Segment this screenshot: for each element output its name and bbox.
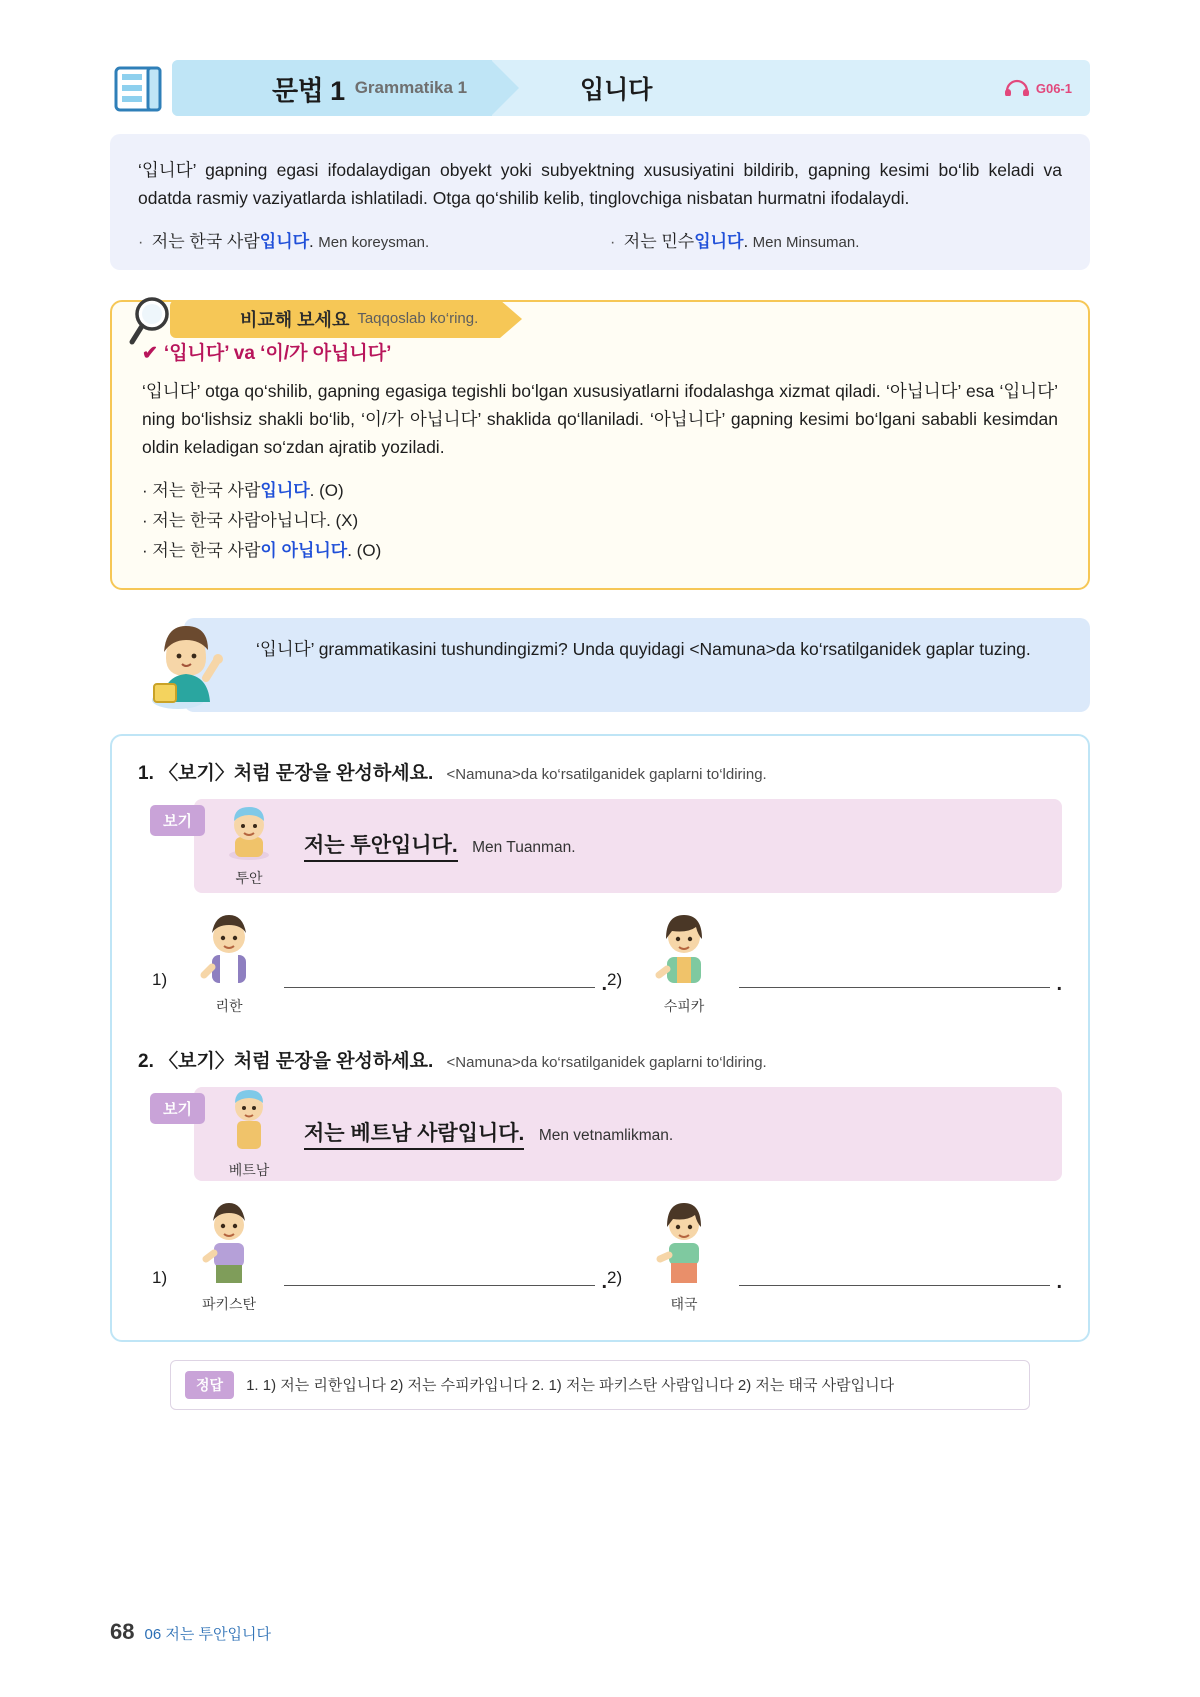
grammar-point: 입니다 (580, 76, 653, 104)
example-korean-highlight: 입니다 (259, 231, 310, 251)
answer-item (607, 1199, 1062, 1314)
compare-example-2 (142, 506, 1058, 531)
footer (110, 1619, 271, 1645)
example-korean-post: . (309, 231, 314, 251)
bullet-dot: · (142, 480, 148, 500)
avatar-vietnam (217, 1140, 281, 1157)
bullet-dot: · (138, 233, 144, 251)
activity-2-title-korean: 〈보기〉처럼 문장을 완성하세요. (159, 1050, 434, 1072)
answer-period: . (601, 972, 607, 995)
example-uzbek: Men koreysman. (318, 233, 430, 251)
activity-1-title-uzbek: <Namuna>da ko‘rsatilganidek gaplarni to‘ldiring. (446, 765, 767, 783)
teacher-avatar (148, 618, 234, 710)
sample-sentence: 저는 투안입니다. (304, 829, 458, 862)
sample-person-label: 투안 (235, 870, 263, 887)
answer-period: . (1056, 1270, 1062, 1293)
compare-heading-text: ‘입니다’ va ‘이/가 아닙니다’ (163, 342, 392, 364)
compare-example-post: . (O) (309, 480, 344, 500)
answer-blank-input[interactable] (284, 954, 595, 988)
compare-example-pre: 저는 한국 사람 (152, 480, 261, 500)
answer-period: . (1056, 972, 1062, 995)
compare-heading (142, 338, 1058, 365)
activity-2-sample (163, 1087, 1062, 1181)
answer-person (639, 911, 729, 1016)
answer-blank-input[interactable] (284, 1252, 595, 1286)
compare-example-3 (142, 536, 1058, 561)
answer-person-label: 수피카 (663, 997, 705, 1014)
compare-body: ‘입니다’ otga qo‘shilib, gapning egasiga tegishli bo‘lgan xususiyatlarni ifodalashga xizmat qiladi. ‘아닙니다’ esa ‘입니다’ ning bo‘lishsiz shakli bo‘lib, ‘이/가 아닙니다’ shaklida qo‘llaniladi. ‘아닙니다’ gapning kesimi bo‘lgani sababli kesimdan oldin keladigan so‘zdan ajratib yoziladi. (142, 380, 1058, 458)
grammar-title: 문법 1 (272, 75, 345, 106)
compare-example-highlight: 입니다 (260, 480, 310, 500)
activity-2-answers (138, 1199, 1062, 1314)
answer-number: 2) (607, 1267, 623, 1287)
sample-badge: 보기 (150, 805, 205, 836)
answer-number: 2) (607, 969, 623, 989)
answer-period: . (601, 1270, 607, 1293)
answer-item (152, 1199, 607, 1314)
activity-1-answers (138, 911, 1062, 1016)
grammar-tab (172, 60, 492, 116)
answer-item (607, 911, 1062, 1016)
audio-track-label[interactable] (1004, 60, 1072, 116)
example-korean-pre: 저는 한국 사람 (151, 231, 260, 251)
grammar-subtitle: Grammatika 1 (354, 78, 468, 97)
magnifier-icon (128, 292, 184, 348)
example-korean-highlight: 입니다 (694, 231, 744, 251)
sample-translation: Men vetnamlikman. (538, 1127, 674, 1145)
avatar-supika (649, 976, 719, 993)
answer-item (152, 911, 607, 1016)
intro-example-1 (138, 227, 590, 252)
answer-blank-input[interactable] (739, 954, 1050, 988)
teacher-bubble: ‘입니다’ grammatikasini tushundingizmi? Unda quyidagi <Namuna>da ko‘rsatilganidek gaplar tuzing. (184, 618, 1090, 712)
example-korean-pre: 저는 민수 (623, 231, 695, 251)
sample-badge: 보기 (150, 1093, 205, 1124)
activity-2-title-uzbek: <Namuna>da ko‘rsatilganidek gaplarni to‘ldiring. (446, 1053, 767, 1071)
sample-sentence-wrap (304, 829, 576, 862)
answer-blank-input[interactable] (739, 1252, 1050, 1286)
intro-examples (138, 227, 1062, 252)
chapter-label: 06 저는 투안입니다 (144, 1626, 271, 1643)
answer-person-label: 태국 (670, 1295, 698, 1312)
compare-tab (170, 300, 500, 338)
bullet-dot: · (142, 510, 148, 530)
avatar-thailand (649, 1274, 719, 1291)
compare-box (110, 300, 1090, 590)
compare-example-pre: 저는 한국 사람 (152, 540, 261, 560)
compare-example-post: . (O) (347, 540, 382, 560)
avatar-tuan (217, 848, 281, 865)
sample-person (194, 803, 304, 888)
bullet-dot: · (610, 233, 616, 251)
example-korean-post: . (743, 231, 749, 251)
intro-example-2 (610, 227, 1062, 252)
compare-example-pre: 저는 한국 사람아닙니다 (152, 510, 327, 530)
intro-box (110, 134, 1090, 270)
activity-1-title (138, 758, 1062, 785)
activity-2-number: 2. (138, 1050, 154, 1072)
teacher-prompt (110, 618, 1090, 712)
sample-person (194, 1087, 304, 1180)
avatar-rihan (194, 976, 264, 993)
bullet-dot: · (142, 540, 148, 560)
answer-number: 1) (152, 1267, 168, 1287)
sample-translation: Men Tuanman. (472, 839, 576, 857)
answer-person (184, 1199, 274, 1314)
sample-person-label: 베트남 (228, 1162, 270, 1179)
intro-paragraph: ‘입니다’ gapning egasi ifodalaydigan obyekt yoki subyektning xususiyatini bildirib, gapning kesimi bo‘lib keladi va odatda rasmiy vaziyatlarda ishlatiladi. Otga qo‘shilib kelib, tinglovchiga nisbatan hurmatni ifodalaydi. (138, 160, 1062, 209)
compare-example-1 (142, 476, 1058, 501)
audio-label-text: G06-1 (1035, 80, 1072, 96)
compare-tab-korean: 비교해 보세요 (240, 309, 350, 330)
example-uzbek: Men Minsuman. (752, 233, 860, 251)
compare-example-post: . (X) (326, 510, 359, 530)
compare-example-highlight: 이 아닙니다 (260, 540, 348, 560)
compare-section (110, 300, 1090, 590)
answer-key-badge: 정답 (185, 1371, 234, 1399)
answer-number: 1) (152, 969, 168, 989)
sample-sentence: 저는 베트남 사람입니다. (304, 1117, 524, 1150)
answer-key-text: 1. 1) 저는 리한입니다 2) 저는 수피카입니다 2. 1) 저는 파키스탄 사람입니다 2) 저는 태국 사람입니다 (246, 1377, 895, 1395)
compare-tab-uzbek: Taqqoslab ko‘ring. (357, 310, 479, 328)
answer-person (639, 1199, 729, 1314)
page-number: 68 (110, 1619, 135, 1644)
answer-person-label: 리한 (215, 997, 243, 1014)
answer-key (170, 1360, 1030, 1410)
compare-examples (142, 476, 1058, 561)
avatar-pakistan (194, 1274, 264, 1291)
answer-person (184, 911, 274, 1016)
book-icon (112, 64, 168, 114)
activity-2-title (138, 1046, 1062, 1073)
check-icon: ✔ (142, 342, 158, 364)
headphone-icon (1004, 78, 1030, 99)
grammar-header (110, 60, 1090, 116)
answer-person-label: 파키스탄 (201, 1295, 257, 1312)
activity-box (110, 734, 1090, 1342)
activity-1-number: 1. (138, 762, 154, 784)
sample-sentence-wrap (304, 1117, 673, 1150)
activity-1-sample (163, 799, 1062, 893)
activity-1-title-korean: 〈보기〉처럼 문장을 완성하세요. (159, 762, 434, 784)
